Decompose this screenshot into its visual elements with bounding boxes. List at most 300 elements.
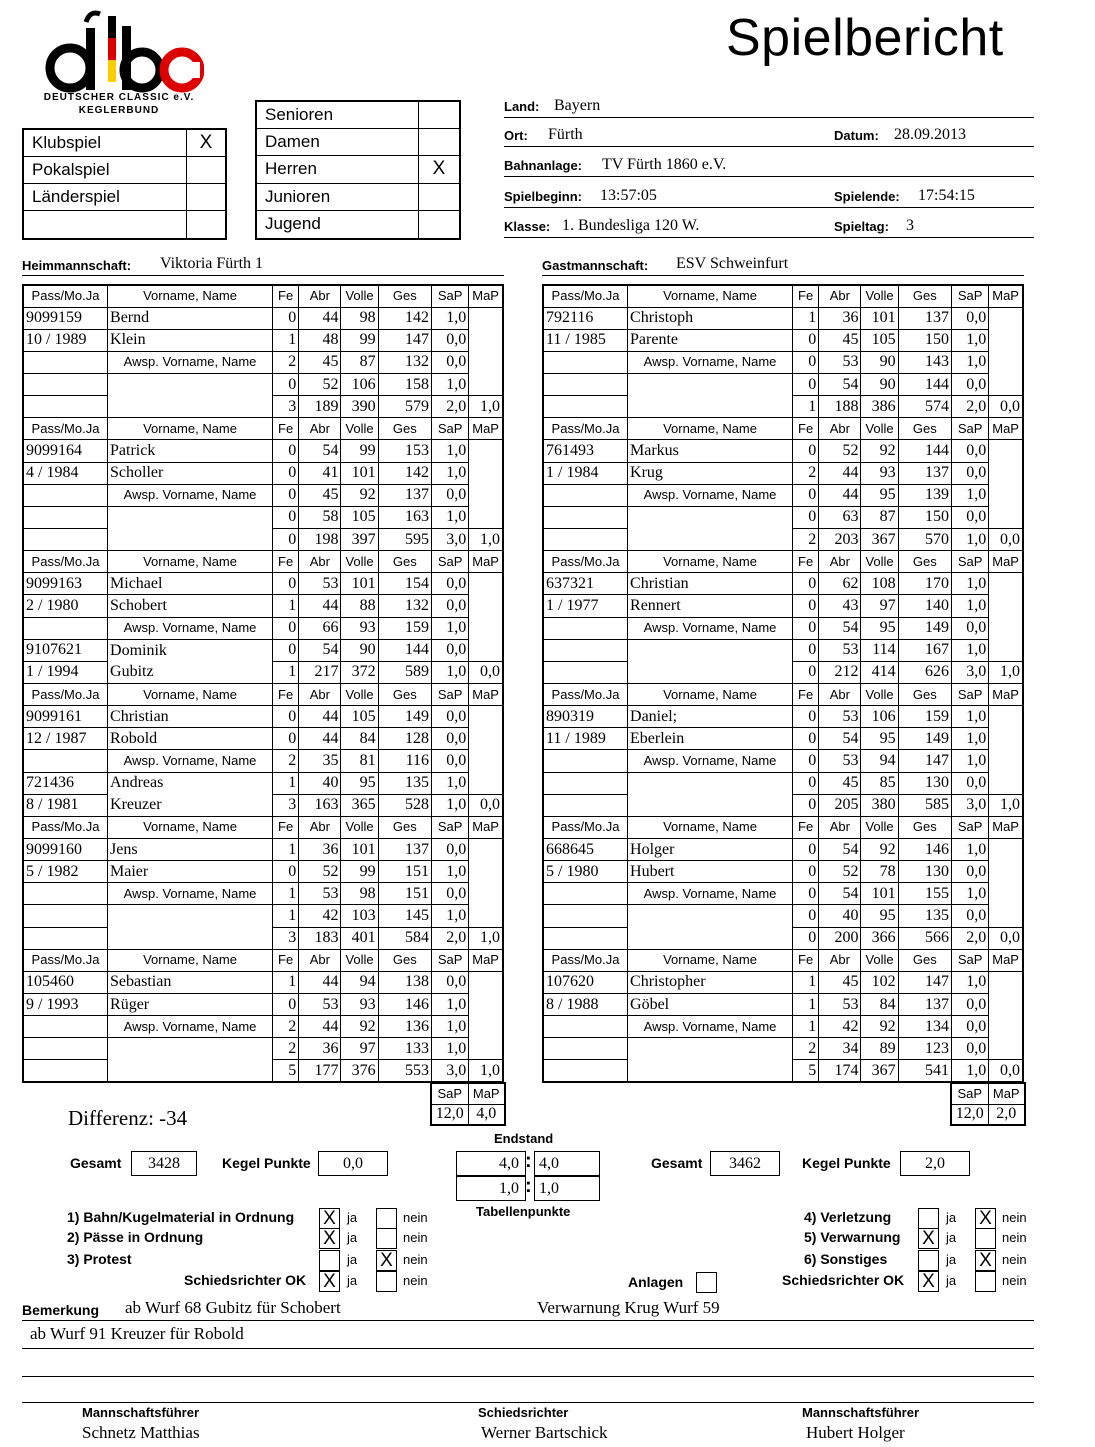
- sap-value: 1,0: [952, 839, 989, 861]
- fe-value: 0: [793, 905, 819, 927]
- sap-value: 0,0: [432, 706, 469, 728]
- fe-header: Fe: [273, 684, 299, 706]
- home-sum-map-label: MaP: [468, 1083, 505, 1104]
- player-pass: 9099164: [23, 440, 108, 462]
- volle-value: 94: [861, 750, 898, 772]
- check-left-ja[interactable]: X: [319, 1271, 340, 1292]
- player-birth: 5 / 1982: [23, 861, 108, 883]
- sap-value: 1,0: [952, 351, 989, 373]
- ges-value: 137: [898, 307, 951, 329]
- klassen-row: [257, 211, 459, 238]
- ges-value: 137: [378, 839, 431, 861]
- ges-header: Ges: [378, 551, 431, 573]
- abr-value: 54: [819, 728, 861, 750]
- ges-value: 528: [378, 794, 431, 816]
- player-birth: 5 / 1980: [543, 861, 628, 883]
- dkbc-logo: [34, 8, 204, 120]
- spieltag-value: 3: [906, 217, 914, 234]
- player-row: [23, 307, 503, 329]
- map-header: MaP: [989, 551, 1023, 573]
- bemerkung-rule-2: [22, 1348, 1034, 1349]
- sap-value: 0,0: [432, 639, 469, 661]
- abr-value: 66: [299, 617, 341, 639]
- ges-value: 155: [898, 883, 951, 905]
- volle-value: 105: [341, 706, 378, 728]
- sub-birth: [23, 396, 108, 418]
- logo-line1: DEUTSCHER CLASSIC e.V.: [43, 92, 195, 103]
- volle-value: 390: [341, 396, 378, 418]
- fe-value: 2: [793, 1038, 819, 1060]
- ges-value: 144: [898, 374, 951, 396]
- volle-value: 85: [861, 772, 898, 794]
- volle-value: 93: [861, 462, 898, 484]
- fe-value: 0: [273, 617, 299, 639]
- guest-gesamt-value: 3462: [710, 1151, 780, 1176]
- sap-value: 0,0: [432, 839, 469, 861]
- sub-first-name: [108, 506, 273, 528]
- player-first-name: Holger: [628, 839, 793, 861]
- pass-header: Pass/Mo.Ja: [543, 816, 628, 838]
- player-row: [23, 595, 503, 617]
- bemerkung-rule-3: [22, 1376, 1034, 1377]
- abr-value: 44: [819, 484, 861, 506]
- sap-value: 1,0: [952, 971, 989, 993]
- sub-pass-blank: [543, 750, 628, 772]
- player-first-name: Markus: [628, 440, 793, 462]
- check-right-ja[interactable]: X: [918, 1271, 939, 1292]
- home-kegel-label: Kegel Punkte: [222, 1155, 311, 1171]
- volle-header: Volle: [341, 949, 378, 971]
- fe-header: Fe: [273, 285, 299, 307]
- sub-pass: [23, 374, 108, 396]
- player-birth: 1 / 1977: [543, 595, 628, 617]
- sub-first-name: Andreas: [108, 772, 273, 794]
- map-value: 0,0: [469, 661, 503, 683]
- abr-value: 53: [819, 351, 861, 373]
- fe-value: 1: [793, 396, 819, 418]
- ges-value: 144: [378, 639, 431, 661]
- volle-value: 367: [861, 529, 898, 551]
- sub-last-name: Kreuzer: [108, 794, 273, 816]
- fe-value: 5: [793, 1060, 819, 1082]
- check-right-nein[interactable]: [975, 1271, 996, 1292]
- volle-value: 93: [341, 617, 378, 639]
- ges-value: 137: [378, 484, 431, 506]
- sig-name-home: Schnetz Matthias: [82, 1423, 200, 1442]
- ges-value: 574: [898, 396, 951, 418]
- datum-label: Datum:: [834, 128, 879, 143]
- player-last-name: Robold: [108, 728, 273, 750]
- check-right-nein[interactable]: [975, 1228, 996, 1249]
- fe-value: 2: [273, 1038, 299, 1060]
- ges-value: 541: [898, 1060, 951, 1082]
- bemerkung-line1b: Verwarnung Krug Wurf 59: [537, 1298, 720, 1317]
- sap-value: 3,0: [952, 661, 989, 683]
- spieltyp-label: [24, 211, 187, 238]
- ges-value: 149: [378, 706, 431, 728]
- abr-value: 44: [299, 706, 341, 728]
- guest-team-label: Gastmannschaft:: [542, 258, 649, 273]
- abr-value: 174: [819, 1060, 861, 1082]
- fe-value: 3: [273, 396, 299, 418]
- sap-value: 1,0: [952, 883, 989, 905]
- ges-value: 144: [898, 440, 951, 462]
- abr-value: 45: [819, 971, 861, 993]
- pass-header: Pass/Mo.Ja: [543, 949, 628, 971]
- check-left-nein[interactable]: [376, 1271, 397, 1292]
- ges-value: 142: [378, 307, 431, 329]
- spieltyp-box: [22, 128, 227, 240]
- klassen-label: Junioren: [257, 184, 419, 210]
- anlagen-checkbox[interactable]: [696, 1272, 717, 1293]
- info-line-land: [504, 89, 1034, 118]
- abr-value: 188: [819, 396, 861, 418]
- check-left-nein[interactable]: [376, 1208, 397, 1229]
- sap-value: 1,0: [952, 706, 989, 728]
- abr-value: 53: [819, 750, 861, 772]
- player-first-name: Christopher: [628, 971, 793, 993]
- sub-pass: [543, 772, 628, 794]
- volle-value: 103: [341, 905, 378, 927]
- check-right-label: 5) Verwarnung: [804, 1229, 901, 1245]
- player-row: [543, 1060, 1023, 1082]
- fe-value: 0: [793, 927, 819, 949]
- fe-value: 5: [273, 1060, 299, 1082]
- volle-value: 90: [861, 351, 898, 373]
- beginn-value: 13:57:05: [600, 187, 657, 204]
- guest-sum-map-label: MaP: [988, 1083, 1025, 1104]
- sap-value: 0,0: [952, 307, 989, 329]
- spieltyp-row: [24, 157, 225, 184]
- player-birth: 9 / 1993: [23, 994, 108, 1016]
- sap-value: 0,0: [432, 595, 469, 617]
- abr-value: 212: [819, 661, 861, 683]
- sub-last-name: [628, 794, 793, 816]
- sap-value: 1,0: [432, 772, 469, 794]
- volle-value: 92: [861, 839, 898, 861]
- sap-value: 1,0: [432, 905, 469, 927]
- player-row: [23, 1038, 503, 1060]
- map-value: 0,0: [989, 529, 1023, 551]
- volle-value: 92: [341, 484, 378, 506]
- volle-value: 367: [861, 1060, 898, 1082]
- player-row: [23, 772, 503, 794]
- bahn-label: Bahnanlage:: [504, 158, 583, 173]
- player-row: [543, 971, 1023, 993]
- check-left-label: 2) Pässe in Ordnung: [67, 1229, 204, 1245]
- fe-value: 0: [273, 994, 299, 1016]
- sub-first-name: [108, 905, 273, 927]
- sub-pass: 721436: [23, 772, 108, 794]
- name-header: Vorname, Name: [108, 551, 273, 573]
- map-blank: [469, 839, 503, 928]
- sub-last-name: [628, 927, 793, 949]
- abr-value: 45: [819, 329, 861, 351]
- volle-value: 365: [341, 794, 378, 816]
- volle-value: 101: [341, 573, 378, 595]
- sub-birth: [23, 1060, 108, 1082]
- player-first-name: Jens: [108, 839, 273, 861]
- abr-value: 54: [299, 639, 341, 661]
- check-right-ja[interactable]: X: [918, 1228, 939, 1249]
- volle-value: 106: [341, 374, 378, 396]
- fe-header: Fe: [793, 285, 819, 307]
- ges-header: Ges: [378, 949, 431, 971]
- sap-value: 0,0: [952, 462, 989, 484]
- pass-header: Pass/Mo.Ja: [23, 285, 108, 307]
- ges-value: 143: [898, 351, 951, 373]
- ges-header: Ges: [378, 285, 431, 307]
- player-row: [23, 529, 503, 551]
- check-left-ja[interactable]: X: [319, 1208, 340, 1229]
- nein-label: nein: [403, 1252, 428, 1267]
- map-value: 1,0: [989, 661, 1023, 683]
- volle-value: 366: [861, 927, 898, 949]
- check-right-label: Schiedsrichter OK: [782, 1272, 905, 1288]
- spieltyp-row: [24, 184, 225, 211]
- check-left-nein[interactable]: [376, 1228, 397, 1249]
- klasse-value: 1. Bundesliga 120 W.: [562, 217, 700, 234]
- ges-value: 135: [898, 905, 951, 927]
- fe-value: 0: [273, 861, 299, 883]
- fe-value: 0: [273, 728, 299, 750]
- sub-pass-blank: [23, 883, 108, 905]
- abr-header: Abr: [819, 684, 861, 706]
- fe-value: 0: [793, 750, 819, 772]
- check-left-label: Schiedsrichter OK: [184, 1272, 307, 1288]
- fe-value: 0: [273, 639, 299, 661]
- abr-header: Abr: [819, 551, 861, 573]
- fe-value: 0: [793, 374, 819, 396]
- volle-value: 101: [861, 307, 898, 329]
- check-right-ja[interactable]: [918, 1208, 939, 1229]
- player-row: [23, 905, 503, 927]
- check-right-nein[interactable]: X: [975, 1250, 996, 1271]
- volle-value: 87: [861, 506, 898, 528]
- ort-value: Fürth: [548, 126, 583, 143]
- sap-value: 0,0: [952, 1038, 989, 1060]
- ges-value: 137: [898, 994, 951, 1016]
- sap-value: 0,0: [952, 440, 989, 462]
- player-row: [543, 883, 1023, 905]
- sub-last-name: [628, 1060, 793, 1082]
- player-row: [23, 661, 503, 683]
- sap-value: 1,0: [432, 440, 469, 462]
- fe-value: 0: [793, 772, 819, 794]
- player-pass: 668645: [543, 839, 628, 861]
- sub-first-name: [628, 639, 793, 661]
- fe-value: 1: [273, 595, 299, 617]
- abr-value: 36: [819, 307, 861, 329]
- sub-first-name: [108, 1038, 273, 1060]
- check-left-ja[interactable]: X: [319, 1228, 340, 1249]
- abr-header: Abr: [299, 285, 341, 307]
- fe-value: 0: [793, 794, 819, 816]
- abr-value: 36: [299, 839, 341, 861]
- nein-label: nein: [403, 1273, 428, 1288]
- name-header: Vorname, Name: [108, 285, 273, 307]
- ende-label: Spielende:: [834, 189, 900, 204]
- spieltyp-mark[interactable]: X: [199, 132, 213, 153]
- header-row: [23, 816, 503, 838]
- player-row: [543, 772, 1023, 794]
- player-birth: 10 / 1989: [23, 329, 108, 351]
- sub-birth: [543, 661, 628, 683]
- home-team-name: Viktoria Fürth 1: [160, 255, 264, 272]
- name-header: Vorname, Name: [628, 816, 793, 838]
- volle-value: 90: [861, 374, 898, 396]
- player-row: [23, 994, 503, 1016]
- sap-value: 1,0: [952, 595, 989, 617]
- volle-value: 106: [861, 706, 898, 728]
- abr-header: Abr: [299, 816, 341, 838]
- fe-value: 1: [273, 772, 299, 794]
- abr-value: 45: [819, 772, 861, 794]
- header-row: [543, 684, 1023, 706]
- info-line-ort: [504, 118, 1034, 147]
- abr-value: 177: [299, 1060, 341, 1082]
- fe-header: Fe: [273, 418, 299, 440]
- ges-value: 133: [378, 1038, 431, 1060]
- volle-value: 92: [861, 440, 898, 462]
- awsp-header: Awsp. Vorname, Name: [628, 484, 793, 506]
- sub-last-name: Gubitz: [108, 661, 273, 683]
- awsp-header: Awsp. Vorname, Name: [628, 351, 793, 373]
- check-left-nein[interactable]: X: [376, 1250, 397, 1271]
- awsp-header: Awsp. Vorname, Name: [628, 883, 793, 905]
- header-row: [23, 285, 503, 307]
- sub-pass: [23, 506, 108, 528]
- volle-value: 99: [341, 861, 378, 883]
- player-row: [543, 617, 1023, 639]
- ja-label: ja: [347, 1273, 358, 1288]
- fe-value: 3: [273, 794, 299, 816]
- ges-value: 150: [898, 329, 951, 351]
- sub-pass-blank: [543, 883, 628, 905]
- awsp-header: Awsp. Vorname, Name: [628, 750, 793, 772]
- awsp-header: Awsp. Vorname, Name: [108, 484, 273, 506]
- volle-value: 92: [341, 1016, 378, 1038]
- sap-header: SaP: [432, 551, 469, 573]
- abr-value: 42: [299, 905, 341, 927]
- ges-value: 123: [898, 1038, 951, 1060]
- ges-value: 570: [898, 529, 951, 551]
- map-header: MaP: [469, 418, 503, 440]
- fe-value: 0: [793, 506, 819, 528]
- sap-value: 1,0: [432, 861, 469, 883]
- abr-value: 44: [299, 971, 341, 993]
- check-left-ja[interactable]: [319, 1250, 340, 1271]
- sub-birth: [543, 927, 628, 949]
- sap-value: 1,0: [952, 639, 989, 661]
- player-last-name: Rüger: [108, 994, 273, 1016]
- abr-value: 58: [299, 506, 341, 528]
- info-line-klasse: [504, 209, 1034, 238]
- header-row: [23, 949, 503, 971]
- map-blank: [469, 706, 503, 795]
- volle-value: 101: [341, 462, 378, 484]
- pass-header: Pass/Mo.Ja: [23, 551, 108, 573]
- player-pass: 107620: [543, 971, 628, 993]
- ges-header: Ges: [898, 285, 951, 307]
- player-pass: 9099161: [23, 706, 108, 728]
- volle-value: 81: [341, 750, 378, 772]
- check-left-label: 1) Bahn/Kugelmaterial in Ordnung: [67, 1209, 295, 1225]
- sub-birth: [543, 1060, 628, 1082]
- fe-value: 0: [793, 861, 819, 883]
- sap-value: 0,0: [432, 351, 469, 373]
- volle-value: 97: [861, 595, 898, 617]
- sub-first-name: [628, 1038, 793, 1060]
- fe-value: 0: [273, 440, 299, 462]
- awsp-header: Awsp. Vorname, Name: [628, 617, 793, 639]
- ges-header: Ges: [378, 684, 431, 706]
- sap-value: 0,0: [432, 728, 469, 750]
- sub-pass-blank: [543, 1016, 628, 1038]
- volle-value: 101: [861, 883, 898, 905]
- abr-value: 53: [299, 994, 341, 1016]
- sap-value: 1,0: [432, 506, 469, 528]
- volle-value: 95: [861, 617, 898, 639]
- volle-header: Volle: [341, 551, 378, 573]
- fe-value: 0: [273, 374, 299, 396]
- player-row: [543, 307, 1023, 329]
- ges-value: 159: [378, 617, 431, 639]
- player-row: [23, 484, 503, 506]
- volle-value: 102: [861, 971, 898, 993]
- ges-value: 140: [898, 595, 951, 617]
- sap-value: 0,0: [432, 573, 469, 595]
- home-gesamt-value: 3428: [131, 1151, 197, 1176]
- player-pass: 9099160: [23, 839, 108, 861]
- sub-birth: 1 / 1994: [23, 661, 108, 683]
- abr-value: 203: [819, 529, 861, 551]
- check-right-nein[interactable]: X: [975, 1208, 996, 1229]
- check-right-ja[interactable]: [918, 1250, 939, 1271]
- player-row: [23, 351, 503, 373]
- player-last-name: Rennert: [628, 595, 793, 617]
- player-row: [543, 750, 1023, 772]
- ges-header: Ges: [898, 684, 951, 706]
- bemerkung-line1: ab Wurf 68 Gubitz für Schobert: [125, 1298, 341, 1317]
- abr-value: 54: [299, 440, 341, 462]
- map-blank: [469, 573, 503, 662]
- ges-value: 154: [378, 573, 431, 595]
- sub-pass-blank: [23, 617, 108, 639]
- land-value: Bayern: [554, 97, 601, 114]
- volle-value: 372: [341, 661, 378, 683]
- abr-value: 45: [299, 484, 341, 506]
- player-row: [23, 728, 503, 750]
- sub-birth: [543, 396, 628, 418]
- volle-value: 98: [341, 307, 378, 329]
- player-row: [543, 329, 1023, 351]
- sub-last-name: [628, 529, 793, 551]
- player-pass: 890319: [543, 706, 628, 728]
- sap-value: 0,0: [432, 484, 469, 506]
- header-row: [543, 418, 1023, 440]
- sub-pass: [543, 639, 628, 661]
- klassen-label: Herren: [257, 156, 419, 182]
- abr-value: 48: [299, 329, 341, 351]
- map-blank: [989, 440, 1023, 529]
- player-row: [23, 839, 503, 861]
- klassen-mark[interactable]: X: [432, 158, 446, 180]
- home-score-table: [22, 284, 504, 1083]
- ges-header: Ges: [898, 418, 951, 440]
- bemerkung-line2: ab Wurf 91 Kreuzer für Robold: [30, 1324, 244, 1343]
- sap-value: 0,0: [952, 506, 989, 528]
